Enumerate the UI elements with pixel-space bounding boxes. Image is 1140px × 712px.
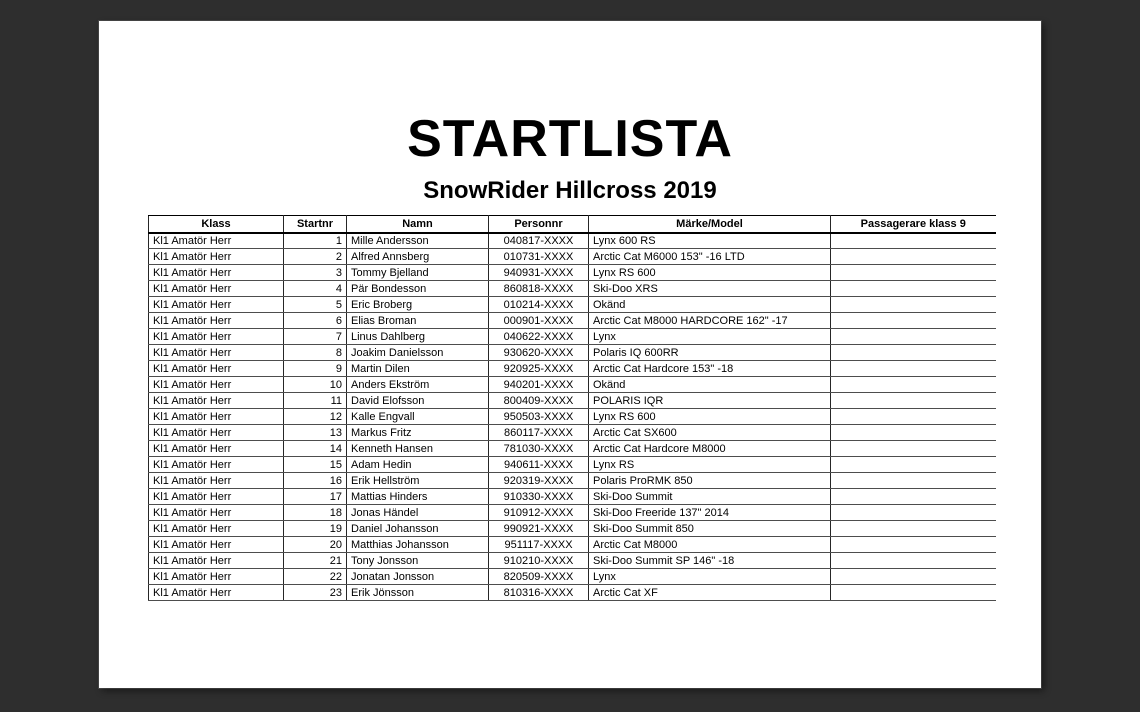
cell-passagerare <box>831 569 996 585</box>
table-row <box>149 313 996 329</box>
table-row <box>149 265 996 281</box>
cell-startnr: 23 <box>284 585 347 601</box>
cell-startnr: 6 <box>284 313 347 329</box>
cell-namn: Markus Fritz <box>347 425 489 441</box>
cell-namn: David Elofsson <box>347 393 489 409</box>
cell-marke-model: Okänd <box>589 297 831 313</box>
cell-klass: Kl1 Amatör Herr <box>149 313 284 329</box>
cell-startnr: 20 <box>284 537 347 553</box>
cell-personnr: 040817-XXXX <box>489 233 589 249</box>
cell-startnr: 11 <box>284 393 347 409</box>
start-list-table <box>148 215 996 601</box>
cell-startnr: 14 <box>284 441 347 457</box>
cell-passagerare <box>831 553 996 569</box>
cell-personnr: 781030-XXXX <box>489 441 589 457</box>
cell-passagerare <box>831 313 996 329</box>
cell-namn: Elias Broman <box>347 313 489 329</box>
cell-startnr: 21 <box>284 553 347 569</box>
cell-namn: Daniel Johansson <box>347 521 489 537</box>
cell-personnr: 810316-XXXX <box>489 585 589 601</box>
cell-klass: Kl1 Amatör Herr <box>149 233 284 249</box>
cell-personnr: 000901-XXXX <box>489 313 589 329</box>
cell-klass: Kl1 Amatör Herr <box>149 489 284 505</box>
column-header-passagerare: Passagerare klass 9 <box>831 216 996 233</box>
table-row <box>149 537 996 553</box>
cell-klass: Kl1 Amatör Herr <box>149 505 284 521</box>
cell-startnr: 22 <box>284 569 347 585</box>
cell-namn: Erik Jönsson <box>347 585 489 601</box>
cell-marke-model: Arctic Cat M6000 153" -16 LTD <box>589 249 831 265</box>
column-header-startnr: Startnr <box>284 216 347 233</box>
cell-marke-model: Ski-Doo XRS <box>589 281 831 297</box>
cell-klass: Kl1 Amatör Herr <box>149 457 284 473</box>
cell-marke-model: Polaris IQ 600RR <box>589 345 831 361</box>
table-row <box>149 457 996 473</box>
table-row <box>149 329 996 345</box>
cell-klass: Kl1 Amatör Herr <box>149 537 284 553</box>
cell-personnr: 951117-XXXX <box>489 537 589 553</box>
cell-marke-model: Ski-Doo Summit <box>589 489 831 505</box>
page-subtitle: SnowRider Hillcross 2019 <box>423 177 717 204</box>
table-row <box>149 281 996 297</box>
cell-personnr: 990921-XXXX <box>489 521 589 537</box>
table-row <box>149 585 996 601</box>
cell-personnr: 940201-XXXX <box>489 377 589 393</box>
cell-passagerare <box>831 297 996 313</box>
cell-startnr: 13 <box>284 425 347 441</box>
cell-namn: Tony Jonsson <box>347 553 489 569</box>
cell-marke-model: Arctic Cat SX600 <box>589 425 831 441</box>
cell-personnr: 010214-XXXX <box>489 297 589 313</box>
cell-namn: Anders Ekström <box>347 377 489 393</box>
cell-marke-model: Lynx <box>589 569 831 585</box>
cell-personnr: 940931-XXXX <box>489 265 589 281</box>
cell-namn: Mille Andersson <box>347 233 489 249</box>
cell-personnr: 920925-XXXX <box>489 361 589 377</box>
cell-marke-model: Polaris ProRMK 850 <box>589 473 831 489</box>
cell-namn: Alfred Annsberg <box>347 249 489 265</box>
cell-passagerare <box>831 329 996 345</box>
cell-startnr: 4 <box>284 281 347 297</box>
cell-namn: Linus Dahlberg <box>347 329 489 345</box>
cell-klass: Kl1 Amatör Herr <box>149 473 284 489</box>
cell-passagerare <box>831 425 996 441</box>
cell-namn: Pär Bondesson <box>347 281 489 297</box>
cell-personnr: 820509-XXXX <box>489 569 589 585</box>
cell-namn: Mattias Hinders <box>347 489 489 505</box>
cell-startnr: 2 <box>284 249 347 265</box>
table-row <box>149 473 996 489</box>
cell-passagerare <box>831 585 996 601</box>
cell-marke-model: Arctic Cat M8000 HARDCORE 162" -17 <box>589 313 831 329</box>
cell-personnr: 860818-XXXX <box>489 281 589 297</box>
cell-marke-model: Lynx <box>589 329 831 345</box>
cell-marke-model: Lynx RS 600 <box>589 409 831 425</box>
cell-startnr: 7 <box>284 329 347 345</box>
cell-klass: Kl1 Amatör Herr <box>149 569 284 585</box>
cell-passagerare <box>831 249 996 265</box>
cell-namn: Eric Broberg <box>347 297 489 313</box>
cell-startnr: 1 <box>284 233 347 249</box>
cell-namn: Martin Dilen <box>347 361 489 377</box>
cell-klass: Kl1 Amatör Herr <box>149 281 284 297</box>
cell-marke-model: POLARIS IQR <box>589 393 831 409</box>
table-row <box>149 441 996 457</box>
cell-startnr: 8 <box>284 345 347 361</box>
table-row <box>149 361 996 377</box>
cell-personnr: 920319-XXXX <box>489 473 589 489</box>
table-body <box>149 233 996 601</box>
cell-startnr: 3 <box>284 265 347 281</box>
cell-namn: Kenneth Hansen <box>347 441 489 457</box>
cell-namn: Adam Hedin <box>347 457 489 473</box>
table-row <box>149 521 996 537</box>
cell-marke-model: Lynx RS 600 <box>589 265 831 281</box>
column-header-namn: Namn <box>347 216 489 233</box>
cell-klass: Kl1 Amatör Herr <box>149 585 284 601</box>
column-header-personnr: Personnr <box>489 216 589 233</box>
cell-passagerare <box>831 441 996 457</box>
cell-klass: Kl1 Amatör Herr <box>149 441 284 457</box>
cell-personnr: 040622-XXXX <box>489 329 589 345</box>
page-title: STARTLISTA <box>407 110 733 168</box>
cell-marke-model: Ski-Doo Freeride 137" 2014 <box>589 505 831 521</box>
table-row <box>149 505 996 521</box>
cell-namn: Matthias Johansson <box>347 537 489 553</box>
cell-marke-model: Lynx RS <box>589 457 831 473</box>
cell-marke-model: Arctic Cat Hardcore 153" -18 <box>589 361 831 377</box>
cell-passagerare <box>831 457 996 473</box>
cell-namn: Erik Hellström <box>347 473 489 489</box>
cell-klass: Kl1 Amatör Herr <box>149 377 284 393</box>
cell-personnr: 910210-XXXX <box>489 553 589 569</box>
cell-personnr: 930620-XXXX <box>489 345 589 361</box>
cell-startnr: 15 <box>284 457 347 473</box>
cell-personnr: 910330-XXXX <box>489 489 589 505</box>
cell-passagerare <box>831 393 996 409</box>
cell-startnr: 18 <box>284 505 347 521</box>
table-row <box>149 553 996 569</box>
cell-startnr: 10 <box>284 377 347 393</box>
cell-startnr: 12 <box>284 409 347 425</box>
cell-klass: Kl1 Amatör Herr <box>149 249 284 265</box>
cell-marke-model: Ski-Doo Summit 850 <box>589 521 831 537</box>
cell-marke-model: Arctic Cat XF <box>589 585 831 601</box>
start-list-table-container <box>148 215 996 601</box>
cell-passagerare <box>831 505 996 521</box>
cell-namn: Joakim Danielsson <box>347 345 489 361</box>
cell-startnr: 5 <box>284 297 347 313</box>
column-header-klass: Klass <box>149 216 284 233</box>
cell-klass: Kl1 Amatör Herr <box>149 393 284 409</box>
table-row <box>149 409 996 425</box>
cell-passagerare <box>831 345 996 361</box>
cell-namn: Jonatan Jonsson <box>347 569 489 585</box>
cell-passagerare <box>831 537 996 553</box>
cell-startnr: 19 <box>284 521 347 537</box>
cell-klass: Kl1 Amatör Herr <box>149 521 284 537</box>
cell-marke-model: Okänd <box>589 377 831 393</box>
cell-namn: Kalle Engvall <box>347 409 489 425</box>
cell-klass: Kl1 Amatör Herr <box>149 297 284 313</box>
document-page <box>99 21 1041 688</box>
table-row <box>149 249 996 265</box>
cell-passagerare <box>831 521 996 537</box>
cell-klass: Kl1 Amatör Herr <box>149 409 284 425</box>
cell-marke-model: Lynx 600 RS <box>589 233 831 249</box>
table-row <box>149 345 996 361</box>
cell-personnr: 800409-XXXX <box>489 393 589 409</box>
cell-marke-model: Ski-Doo Summit SP 146" -18 <box>589 553 831 569</box>
cell-passagerare <box>831 281 996 297</box>
cell-personnr: 010731-XXXX <box>489 249 589 265</box>
table-row <box>149 233 996 249</box>
cell-klass: Kl1 Amatör Herr <box>149 329 284 345</box>
table-row <box>149 393 996 409</box>
cell-passagerare <box>831 361 996 377</box>
cell-klass: Kl1 Amatör Herr <box>149 425 284 441</box>
cell-klass: Kl1 Amatör Herr <box>149 553 284 569</box>
cell-passagerare <box>831 409 996 425</box>
table-row <box>149 569 996 585</box>
cell-startnr: 9 <box>284 361 347 377</box>
table-header-row <box>149 216 996 233</box>
column-header-marke-model: Märke/Model <box>589 216 831 233</box>
cell-marke-model: Arctic Cat M8000 <box>589 537 831 553</box>
cell-klass: Kl1 Amatör Herr <box>149 361 284 377</box>
cell-personnr: 860117-XXXX <box>489 425 589 441</box>
cell-startnr: 16 <box>284 473 347 489</box>
cell-klass: Kl1 Amatör Herr <box>149 265 284 281</box>
cell-passagerare <box>831 233 996 249</box>
cell-namn: Jonas Händel <box>347 505 489 521</box>
table-row <box>149 425 996 441</box>
cell-startnr: 17 <box>284 489 347 505</box>
cell-passagerare <box>831 377 996 393</box>
table-row <box>149 297 996 313</box>
table-row <box>149 489 996 505</box>
cell-marke-model: Arctic Cat Hardcore M8000 <box>589 441 831 457</box>
cell-personnr: 910912-XXXX <box>489 505 589 521</box>
cell-passagerare <box>831 489 996 505</box>
cell-personnr: 950503-XXXX <box>489 409 589 425</box>
cell-passagerare <box>831 265 996 281</box>
table-row <box>149 377 996 393</box>
cell-passagerare <box>831 473 996 489</box>
cell-personnr: 940611-XXXX <box>489 457 589 473</box>
cell-klass: Kl1 Amatör Herr <box>149 345 284 361</box>
cell-namn: Tommy Bjelland <box>347 265 489 281</box>
